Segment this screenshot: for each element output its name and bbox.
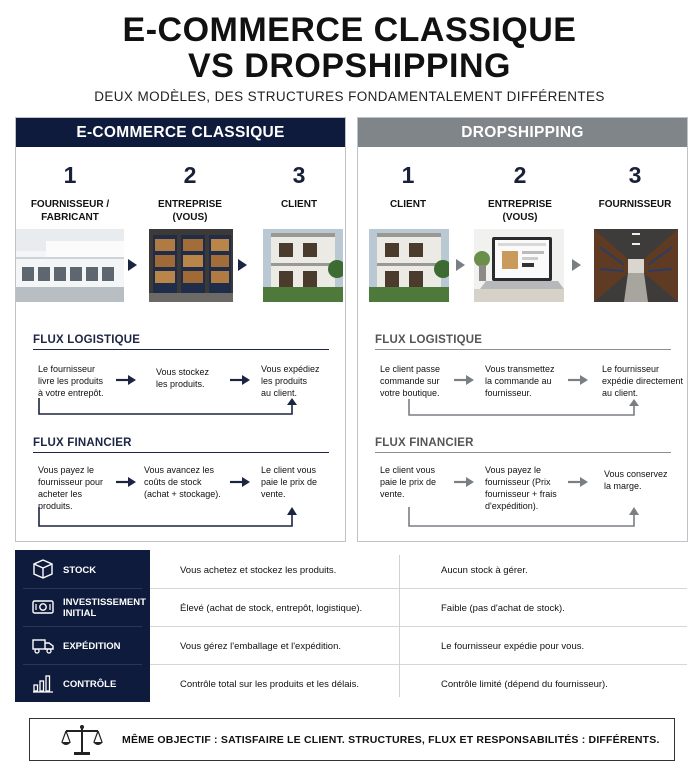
- box-icon: [32, 559, 54, 579]
- dropshipping-step-3: [585, 162, 685, 211]
- flux-step-text: Le client passe commande sur votre boutique.: [380, 364, 441, 398]
- return-arrow-icon: [38, 507, 300, 528]
- arrow-icon: [230, 476, 250, 488]
- conclusion-text: MÊME OBJECTIF : SATISFAIRE LE CLIENT. STRUCTURES, FLUX ET RESPONSABILITÉS : DIFFÉRENTS.: [122, 734, 660, 746]
- laptop-image: [474, 229, 564, 302]
- step-number: 1: [401, 162, 415, 188]
- flux-step-text: Le client vous paie le prix de vente.: [261, 465, 318, 499]
- classique-cell: Élevé (achat de stock, entrepôt, logistique).: [180, 603, 363, 614]
- flux-step-text: Vous payez le fournisseur pour acheter les produits.: [38, 465, 104, 511]
- arrow-icon: [568, 374, 588, 386]
- row-label: CONTRÔLE: [63, 679, 117, 690]
- dropshipping-header: DROPSHIPPING: [358, 118, 687, 147]
- classique-step-2: [140, 162, 240, 224]
- arrow-icon: [572, 259, 581, 271]
- classique-flux-financier-title: FLUX FINANCIER: [33, 437, 132, 449]
- flux-step-text: Vous payez le fournisseur (Prix fournisseur + frais d'expédition).: [485, 465, 557, 511]
- classique-cell: Contrôle total sur les produits et les délais.: [180, 679, 360, 690]
- classique-header: E-COMMERCE CLASSIQUE: [16, 118, 345, 147]
- table-row: [15, 588, 687, 626]
- arrow-icon: [568, 476, 588, 488]
- return-arrow-icon: [408, 399, 644, 417]
- flux-step-text: Le fournisseur livre les produits à votre entrepôt.: [38, 364, 104, 398]
- house-image: [369, 229, 449, 302]
- flux-step-text: Vous transmettez la commande au fournisseur.: [485, 364, 555, 398]
- dropshipping-step-1: [358, 162, 458, 211]
- balance-scale-icon: [60, 723, 104, 757]
- classique-step-3: [249, 162, 349, 211]
- table-row: [15, 626, 687, 664]
- return-arrow-icon: [38, 398, 300, 416]
- step-number: 1: [63, 162, 77, 188]
- warehouse-aisle-image: [594, 229, 678, 302]
- subtitle: DEUX MODÈLES, DES STRUCTURES FONDAMENTALEMENT DIFFÉRENTES: [94, 89, 605, 104]
- arrow-icon: [454, 476, 474, 488]
- comparison-table: [15, 550, 687, 702]
- step-label: FOURNISSEUR / FABRICANT: [30, 199, 110, 223]
- factory-image: [16, 229, 124, 302]
- step-label: ENTREPRISE (VOUS): [158, 199, 222, 223]
- step-number: 2: [513, 162, 527, 188]
- step-number: 2: [183, 162, 197, 188]
- flux-step-text: Le fournisseur expédie directement au client.: [602, 364, 684, 398]
- divider: [375, 452, 671, 453]
- classique-step-1: [20, 162, 120, 224]
- divider: [375, 349, 671, 350]
- divider: [33, 349, 329, 350]
- step-label: CLIENT: [280, 199, 318, 210]
- step-number: 3: [292, 162, 306, 188]
- classique-flux-logistique-title: FLUX LOGISTIQUE: [33, 334, 141, 346]
- main-title-line2: VS DROPSHIPPING: [187, 47, 511, 85]
- classique-cell: Vous achetez et stockez les produits.: [180, 565, 337, 576]
- arrow-icon: [238, 259, 247, 271]
- conclusion-banner: [29, 718, 675, 761]
- dropshipping-panel: [357, 117, 688, 542]
- table-row: [15, 664, 687, 702]
- flux-step-text: Vous expédiez les produits au client.: [261, 364, 320, 398]
- flux-step-text: Vous stockez les produits.: [156, 367, 210, 389]
- flux-step-text: Le client vous paie le prix de vente.: [380, 465, 437, 499]
- return-arrow-icon: [408, 507, 644, 528]
- row-label: EXPÉDITION: [63, 641, 121, 652]
- arrow-icon: [230, 374, 250, 386]
- step-label: ENTREPRISE (VOUS): [488, 199, 552, 223]
- warehouse-image: [149, 229, 233, 302]
- step-number: 3: [628, 162, 642, 188]
- dropshipping-cell: Le fournisseur expédie pour vous.: [441, 641, 585, 652]
- arrow-icon: [454, 374, 474, 386]
- main-title-line1: E-COMMERCE CLASSIQUE: [122, 11, 577, 49]
- classique-cell: Vous gérez l'emballage et l'expédition.: [180, 641, 342, 652]
- classique-panel: [15, 117, 346, 542]
- row-label: INVESTISSEMENT INITIAL: [63, 597, 146, 619]
- dropshipping-cell: Contrôle limité (dépend du fournisseur).: [441, 679, 608, 690]
- arrow-icon: [128, 259, 137, 271]
- arrow-icon: [456, 259, 465, 271]
- dropshipping-cell: Faible (pas d'achat de stock).: [441, 603, 565, 614]
- step-label: FOURNISSEUR: [598, 199, 672, 210]
- flux-step-text: Vous avancez les coûts de stock (achat + stockage).: [144, 465, 221, 499]
- divider: [33, 452, 329, 453]
- row-label: STOCK: [63, 565, 97, 576]
- house-image: [263, 229, 343, 302]
- dropshipping-step-2: [470, 162, 570, 224]
- dropshipping-flux-logistique-title: FLUX LOGISTIQUE: [375, 334, 483, 346]
- flux-step-text: Vous conservez la marge.: [604, 469, 668, 491]
- dropshipping-cell: Aucun stock à gérer.: [441, 565, 528, 576]
- truck-icon: [32, 635, 54, 655]
- dropshipping-flux-financier-title: FLUX FINANCIER: [375, 437, 474, 449]
- bar-chart-icon: [32, 673, 54, 693]
- arrow-icon: [116, 476, 136, 488]
- arrow-icon: [116, 374, 136, 386]
- table-row: [15, 550, 687, 588]
- step-label: CLIENT: [389, 199, 427, 210]
- money-icon: [32, 597, 54, 617]
